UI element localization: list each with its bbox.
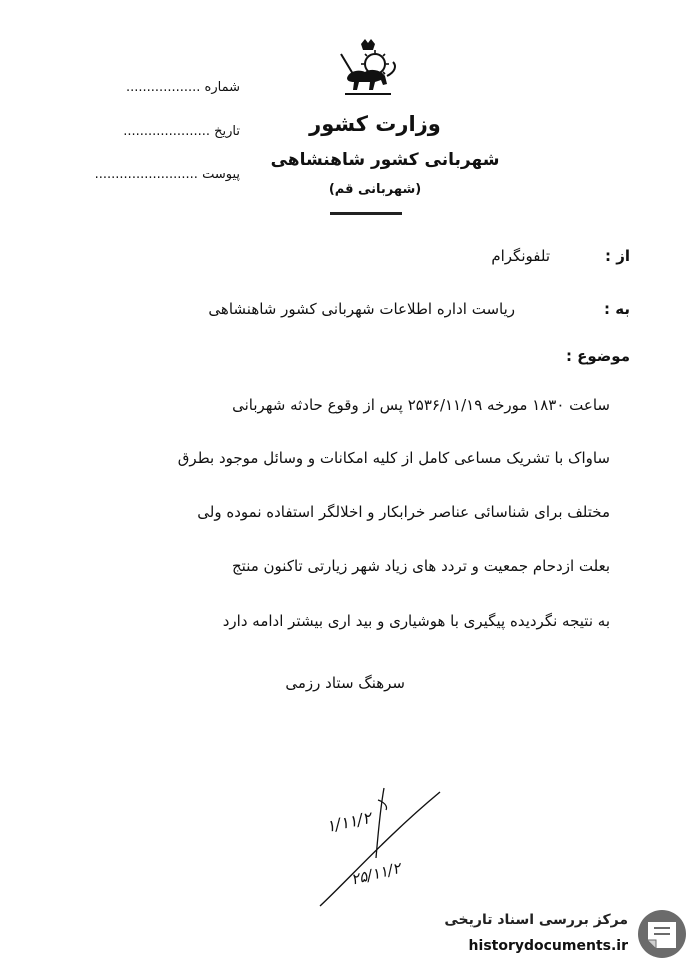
to-label: به : xyxy=(604,300,630,318)
from-label: از : xyxy=(605,247,630,265)
attachment-dots: ......................... xyxy=(94,167,198,182)
attachment-label: پیوست xyxy=(202,167,240,182)
date-field xyxy=(80,124,240,139)
subject-label: موضوع : xyxy=(565,347,630,365)
handwritten-initials: ۱/۱۱/۲ xyxy=(324,808,373,836)
to-value: ریاست اداره اطلاعات شهربانی کشور شاهنشاهی xyxy=(208,300,515,318)
handwritten-signature xyxy=(318,780,443,910)
date-label: تاریخ xyxy=(214,124,240,139)
number-field xyxy=(80,80,240,95)
ministry-title: وزارت کشور xyxy=(309,112,441,136)
date-dots: ..................... xyxy=(123,124,210,139)
signature-line: سرهنگ ستاد رزمی xyxy=(285,674,405,692)
watermark-url: historydocuments.ir xyxy=(468,938,628,954)
lion-and-sun-emblem-icon xyxy=(335,38,401,102)
number-dots: .................. xyxy=(126,80,201,95)
body-line-4: بعلت ازدحام جمعیت و تردد های زیاد شهر زیارتی تاکنون منتج xyxy=(231,557,610,575)
branch-title: (شهربانی قم) xyxy=(328,182,422,197)
attachment-field xyxy=(80,167,240,182)
police-title: شهربانی کشور شاهنشاهی xyxy=(270,150,500,170)
body-line-5: به نتیجه نگردیده پیگیری با هوشیاری و بید اری بیشتر ادامه دارد xyxy=(222,612,610,630)
body-line-1: ساعت ۱۸۳۰ مورخه ۲۵۳۶/۱۱/۱۹ پس از وقوع حادثه شهربانی xyxy=(232,396,610,414)
body-line-3: مختلف برای شناسائی عناصر خرابکار و اخلالگر استفاده نموده ولی xyxy=(197,503,610,521)
body-line-2: ساواک با تشریک مساعی کامل از کلیه امکانات و وسائل موجود بطرق xyxy=(177,449,610,467)
letterhead-divider xyxy=(330,212,402,215)
number-label: شماره xyxy=(204,80,240,95)
handwritten-date: ۲۵/۱۱/۲ xyxy=(349,858,403,889)
archive-logo-icon xyxy=(636,908,688,960)
from-value: تلفونگرام xyxy=(491,247,550,265)
watermark-name: مرکز بررسی اسناد تاریخی xyxy=(444,912,628,928)
